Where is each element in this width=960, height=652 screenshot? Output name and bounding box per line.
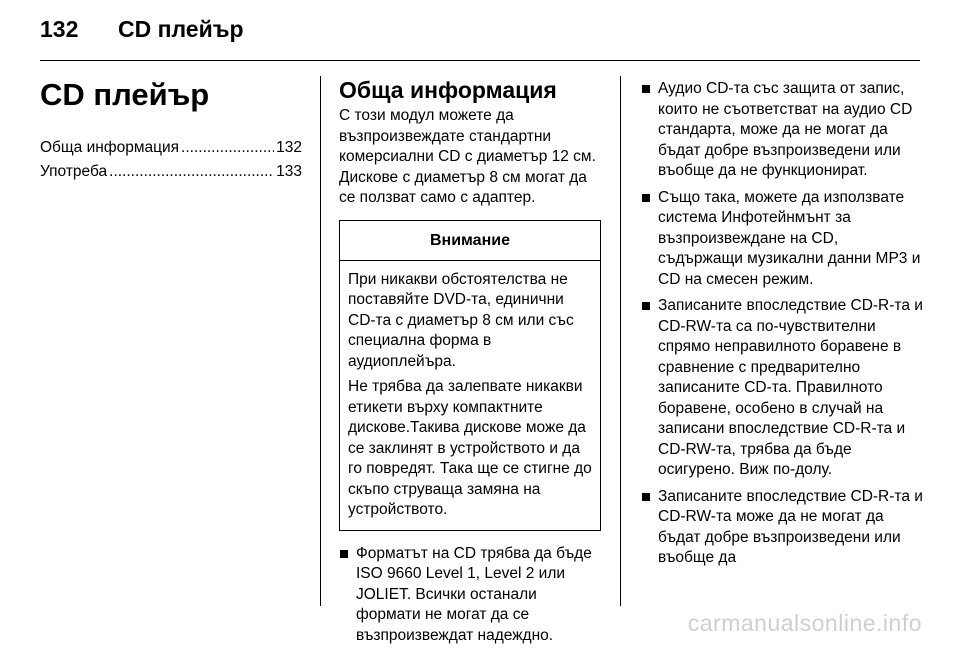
warning-paragraph: Не трябва да залепвате никакви етикети върху компактните дискове.Такива дискове може да се заклинят в устройството и да го повредят. Така ще се стигне до скъпо струваща замяна на устройството. <box>348 378 592 518</box>
toc-entry-usage[interactable] <box>40 160 302 184</box>
list-item <box>641 487 923 569</box>
column-divider-1 <box>320 76 321 606</box>
section-title: Обща информация <box>339 77 557 103</box>
bullet-list <box>641 79 923 569</box>
running-title: CD плейър <box>118 16 244 42</box>
header-rule <box>40 60 920 61</box>
chapter-title: CD плейър <box>40 77 210 112</box>
warning-heading: Внимание <box>340 221 600 261</box>
list-item <box>641 296 923 481</box>
warning-paragraph: При никакви обстоятелства не поставяйте DVD-та, единични CD-та с диаметър 8 см или със специална форма в аудиоплейъра. <box>348 270 574 370</box>
warning-box <box>339 220 601 531</box>
toc-entry-label: Обща информация <box>40 139 180 156</box>
toc-entry-page: 133 <box>276 163 302 180</box>
square-bullet-icon <box>642 493 650 501</box>
list-item-text: Форматът на CD трябва да бъде ISO 9660 Level 1, Level 2 или JOLIET. Всички останали формати не могат да се възпроизвеждат надеждно. <box>356 544 592 644</box>
list-item-text: Записаните впоследствие CD-R-та и CD-RW-та са по-чувствителни спрямо неправилното боравене в сравнение с предварително записаните CD-та. Правилното боравене, особено в случай на записани впоследствие CD-R-та и CD-RW-та, трябва да бъде осигурено. Виж по-долу. <box>658 297 923 478</box>
list-item-text: Аудио CD-та със защита от запис, които не съответстват на аудио CD стандарта, може да не могат да бъдат добре възпроизведени или въобще да не функционират. <box>658 80 913 179</box>
toc-entry-general-info[interactable] <box>40 136 302 160</box>
bullet-list <box>339 544 601 647</box>
warning-body <box>340 261 600 530</box>
toc-leader-dots <box>181 136 274 160</box>
square-bullet-icon <box>642 85 650 93</box>
toc-leader-dots <box>109 160 274 184</box>
square-bullet-icon <box>642 302 650 310</box>
list-item-text: Също така, можете да използвате система Инфотейнмънт за възпроизвеждане на CD, съдържащи музикални данни MP3 и CD на смесен режим. <box>658 188 921 288</box>
watermark: carmanualsonline.info <box>687 610 922 636</box>
column-divider-2 <box>620 76 621 606</box>
square-bullet-icon <box>642 194 650 202</box>
section-intro: С този модул можете да възпроизвеждате стандартни комерсиални CD с диаметър 12 см. Дискове с диаметър 8 см могат да се ползват само с адаптер. <box>339 107 596 206</box>
list-item <box>339 544 601 647</box>
page-number: 132 <box>40 16 79 42</box>
section-column <box>339 76 601 652</box>
list-item <box>641 188 923 291</box>
list-item-text: Записаните впоследствие CD-R-та и CD-RW-та може да не могат да бъдат добре възпроизведени или въобще да <box>658 487 923 566</box>
notes-column <box>641 79 923 575</box>
list-item <box>641 79 923 182</box>
square-bullet-icon <box>340 550 348 558</box>
toc-entry-label: Употреба <box>40 163 108 180</box>
chapter-column <box>40 76 302 184</box>
page-header <box>0 0 960 64</box>
toc-entry-page: 132 <box>276 139 302 156</box>
